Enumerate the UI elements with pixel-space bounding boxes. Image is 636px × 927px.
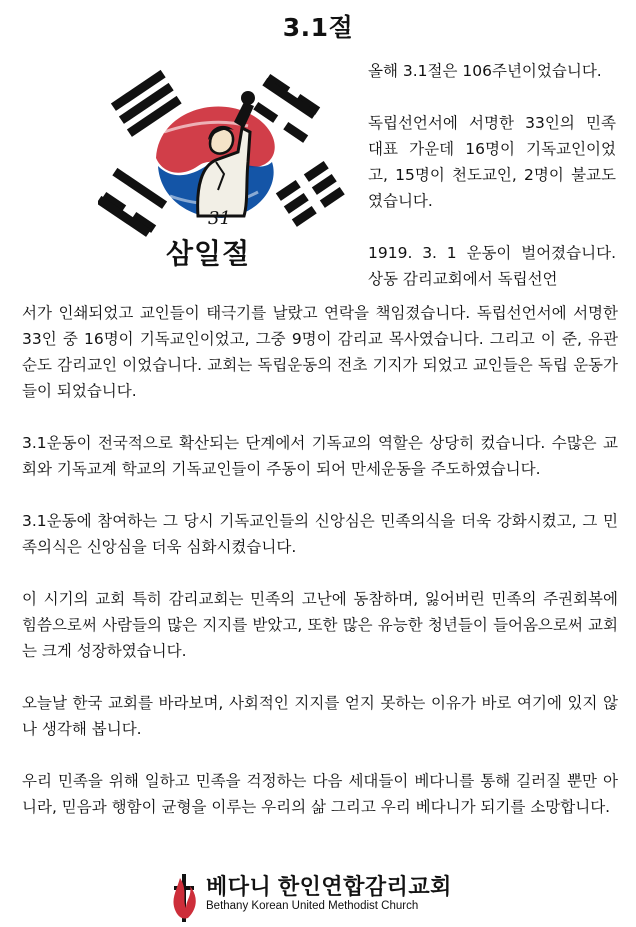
trigram-gon-icon — [276, 161, 345, 227]
church-name-english: Bethany Korean United Methodist Church — [206, 900, 419, 912]
paragraph: 우리 민족을 위해 일하고 민족을 걱정하는 다음 세대들이 베다니를 통해 길러질 뿐만 아니라, 믿음과 행함이 균형을 이루는 우리의 삶 그리고 우리 베다니가 되기를 소망합니다. — [22, 772, 618, 816]
emblem-caption-top: 31 — [208, 208, 231, 229]
paragraph: 이 시기의 교회 특히 감리교회는 민족의 고난에 동참하며, 잃어버린 민족의 주권회복에 힘씀으로써 사람들의 많은 지지를 받았고, 또한 많은 유능한 청년들이 들어옴으로써 교회는 크게 성장하였습니다. — [22, 590, 618, 660]
paragraph: 3.1운동에 참여하는 그 당시 기독교인들의 신앙심은 민족의식을 더욱 강화시켰고, 그 민족의식은 신앙심을 더욱 심화시켰습니다. — [22, 512, 618, 556]
paragraph: 올해 3.1절은 106주년이었습니다. — [368, 62, 602, 80]
cross-and-flame-icon — [168, 868, 202, 924]
paragraph: 독립선언서에 서명한 33인의 민족 대표 가운데 16명이 기독교인이었고, 15명이 천도교인, 2명이 불교도였습니다. — [368, 114, 616, 210]
paragraph: 오늘날 한국 교회를 바라보며, 사회적인 지지를 얻지 못하는 이유가 바로 여기에 있지 않나 생각해 봅니다. — [22, 694, 618, 738]
samiljeol-emblem — [98, 66, 348, 276]
right-column-text — [368, 58, 616, 292]
church-name-korean: 베다니 한인연합감리교회 — [206, 874, 452, 899]
page-title: 3.1절 — [282, 13, 354, 42]
trigram-ri-icon — [98, 168, 167, 237]
paragraph-split-start: 1919. 3. 1 운동이 벌어졌습니다. 상동 감리교회에서 독립선언 — [368, 244, 616, 288]
body-text — [22, 300, 618, 846]
emblem-caption-bottom: 삼일절 — [166, 237, 251, 270]
paragraph-split-continued: 서가 인쇄되었고 교인들이 태극기를 날랐고 연락을 책임졌습니다. 독립선언서에 서명한 33인 중 16명이 기독교인이었고, 그중 9명이 감리교 목사였습니다. 그리고 이 준, 유관순도 감리교인 이었습니다. 교회는 독립운동의 전초 기지가 되었고 교인들은 독립 운동가들이 되었습니다. — [22, 304, 618, 400]
paragraph: 3.1운동이 전국적으로 확산되는 단계에서 기독교의 역할은 상당히 컸습니다. 수많은 교회와 기독교계 학교의 기독교인들이 주동이 되어 만세운동을 주도하였습니다. — [22, 434, 618, 478]
church-footer — [168, 868, 468, 924]
